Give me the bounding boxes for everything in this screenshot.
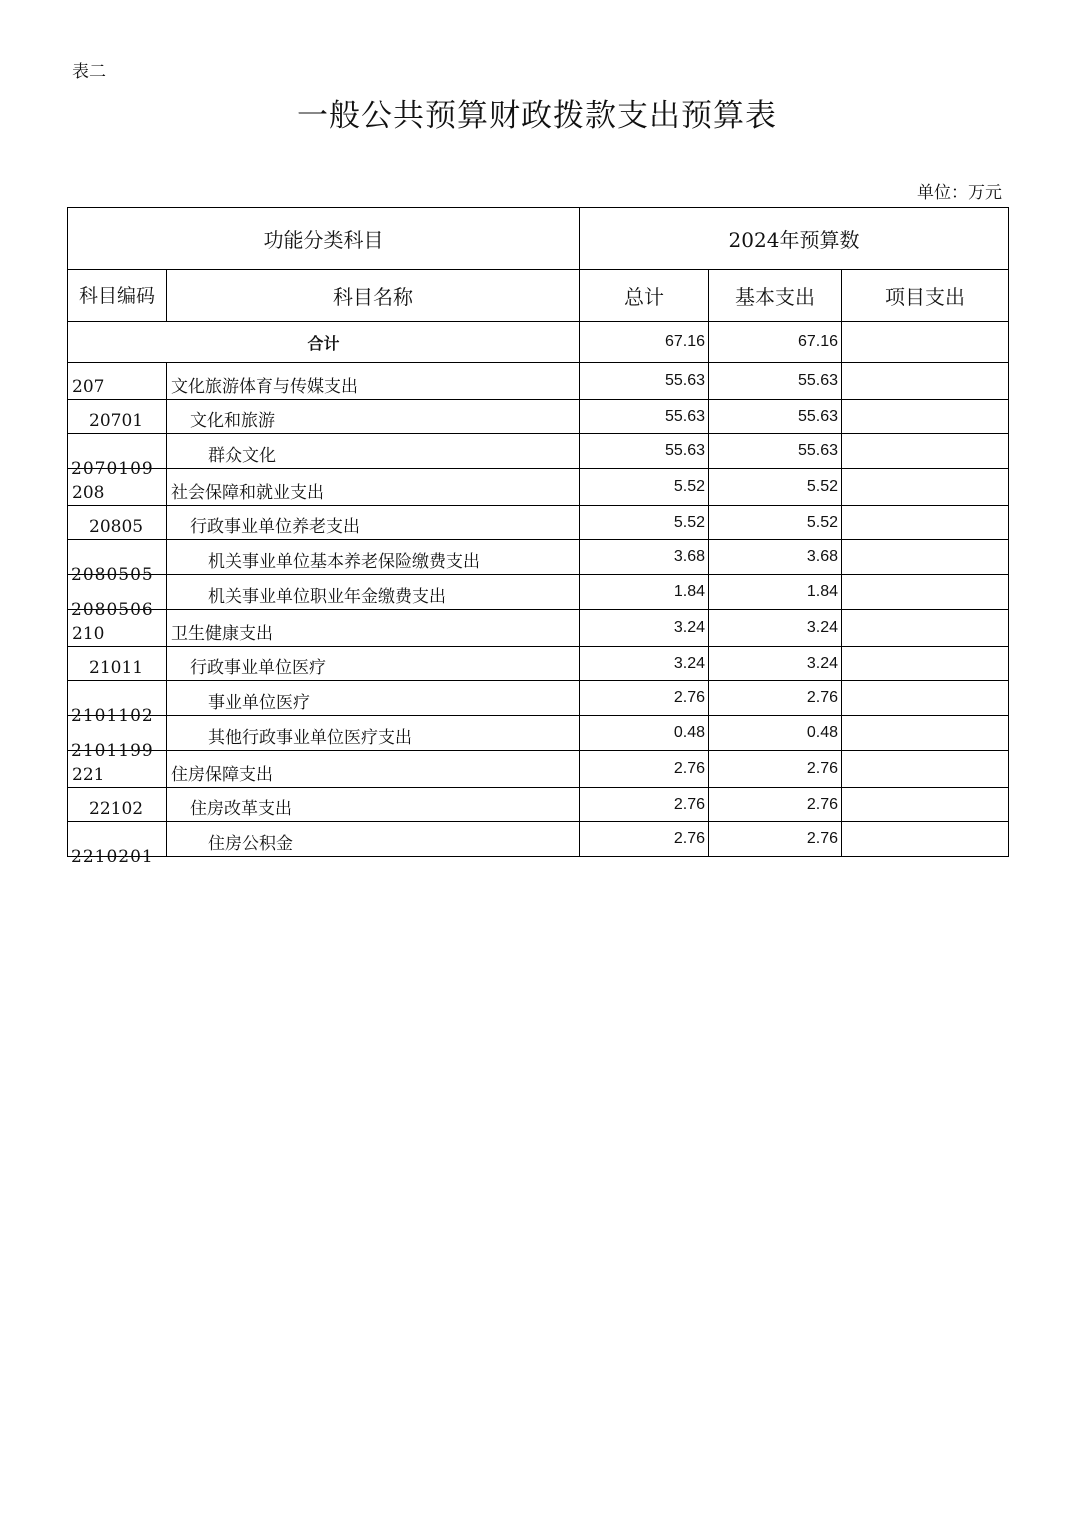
basic-cell: 5.52 (709, 506, 842, 540)
table-row (68, 788, 1009, 822)
code-text: 2210201 (71, 847, 154, 867)
total-cell: 3.24 (580, 647, 709, 681)
budget-group-header: 2024年预算数 (580, 208, 1009, 270)
table-row (68, 363, 1009, 400)
table-row (68, 610, 1009, 647)
total-cell: 2.76 (580, 751, 709, 788)
name-column-header: 科目名称 (167, 270, 580, 322)
basic-cell: 1.84 (709, 575, 842, 610)
basic-cell: 5.52 (709, 469, 842, 506)
code-cell (68, 822, 167, 867)
name-cell: 群众文化 (167, 434, 580, 469)
table-row (68, 469, 1009, 506)
code-cell: 221 (68, 751, 167, 788)
basic-cell: 3.24 (709, 610, 842, 647)
project-cell (842, 506, 1009, 540)
total-cell: 2.76 (580, 822, 709, 857)
total-cell: 55.63 (580, 434, 709, 469)
total-cell: 67.16 (580, 322, 709, 363)
name-cell: 行政事业单位养老支出 (167, 506, 580, 540)
name-cell: 文化和旅游 (167, 400, 580, 434)
total-cell: 2.76 (580, 788, 709, 822)
project-cell (842, 322, 1009, 363)
group-header-row (68, 208, 1009, 270)
code-text: 2070109 (71, 459, 154, 479)
budget-table (67, 207, 1009, 867)
basic-cell: 55.63 (709, 434, 842, 469)
project-cell (842, 822, 1009, 857)
code-cell: 20701 (68, 400, 167, 434)
name-cell: 其他行政事业单位医疗支出 (167, 716, 580, 751)
project-cell (842, 788, 1009, 822)
code-text: 2101102 (71, 706, 154, 726)
code-cell: 210 (68, 610, 167, 647)
project-cell (842, 400, 1009, 434)
project-cell (842, 647, 1009, 681)
total-row (68, 322, 1009, 363)
basic-cell: 55.63 (709, 363, 842, 400)
table-row (68, 575, 1009, 610)
unit-label: 单位：万元 (917, 183, 1002, 203)
basic-cell: 67.16 (709, 322, 842, 363)
table-row (68, 400, 1009, 434)
column-header-row (68, 270, 1009, 322)
category-group-header: 功能分类科目 (68, 208, 580, 270)
project-cell (842, 575, 1009, 610)
basic-cell: 2.76 (709, 751, 842, 788)
total-cell: 55.63 (580, 363, 709, 400)
basic-cell: 55.63 (709, 400, 842, 434)
name-cell: 机关事业单位基本养老保险缴费支出 (167, 540, 580, 575)
name-cell: 卫生健康支出 (167, 610, 580, 647)
project-cell (842, 610, 1009, 647)
code-text: 2101199 (71, 741, 154, 761)
project-cell (842, 681, 1009, 716)
table-row (68, 681, 1009, 716)
code-cell: 21011 (68, 647, 167, 681)
form-label: 表二 (72, 62, 106, 82)
table-row (68, 822, 1009, 857)
table-row (68, 434, 1009, 469)
project-cell (842, 751, 1009, 788)
basic-cell: 3.68 (709, 540, 842, 575)
code-cell (68, 681, 167, 726)
name-cell: 机关事业单位职业年金缴费支出 (167, 575, 580, 610)
name-cell: 住房保障支出 (167, 751, 580, 788)
name-cell: 行政事业单位医疗 (167, 647, 580, 681)
name-cell: 事业单位医疗 (167, 681, 580, 716)
table-row (68, 506, 1009, 540)
code-cell: 207 (68, 363, 167, 400)
total-cell: 55.63 (580, 400, 709, 434)
code-cell (68, 540, 167, 585)
project-cell (842, 540, 1009, 575)
project-cell (842, 434, 1009, 469)
basic-cell: 2.76 (709, 788, 842, 822)
code-text: 2080506 (71, 600, 154, 620)
total-cell: 5.52 (580, 506, 709, 540)
basic-cell: 2.76 (709, 681, 842, 716)
code-column-header: 科目编码 (68, 270, 167, 322)
project-cell (842, 363, 1009, 400)
table-row (68, 540, 1009, 575)
code-cell: 20805 (68, 506, 167, 540)
project-cell (842, 716, 1009, 751)
name-cell: 文化旅游体育与传媒支出 (167, 363, 580, 400)
total-label: 合计 (68, 322, 580, 363)
page-title: 一般公共预算财政拨款支出预算表 (297, 98, 777, 134)
name-cell: 社会保障和就业支出 (167, 469, 580, 506)
table-row (68, 647, 1009, 681)
code-cell: 208 (68, 469, 167, 506)
total-cell: 2.76 (580, 681, 709, 716)
code-cell (68, 434, 167, 479)
basic-column-header: 基本支出 (709, 270, 842, 322)
name-cell: 住房改革支出 (167, 788, 580, 822)
basic-cell: 2.76 (709, 822, 842, 857)
total-cell: 5.52 (580, 469, 709, 506)
table-row (68, 716, 1009, 751)
total-cell: 0.48 (580, 716, 709, 751)
name-cell: 住房公积金 (167, 822, 580, 857)
project-cell (842, 469, 1009, 506)
table-row (68, 751, 1009, 788)
total-cell: 3.68 (580, 540, 709, 575)
code-text: 2080505 (71, 565, 154, 585)
basic-cell: 3.24 (709, 647, 842, 681)
total-cell: 3.24 (580, 610, 709, 647)
total-column-header: 总计 (580, 270, 709, 322)
total-cell: 1.84 (580, 575, 709, 610)
code-cell: 22102 (68, 788, 167, 822)
basic-cell: 0.48 (709, 716, 842, 751)
project-column-header: 项目支出 (842, 270, 1009, 322)
